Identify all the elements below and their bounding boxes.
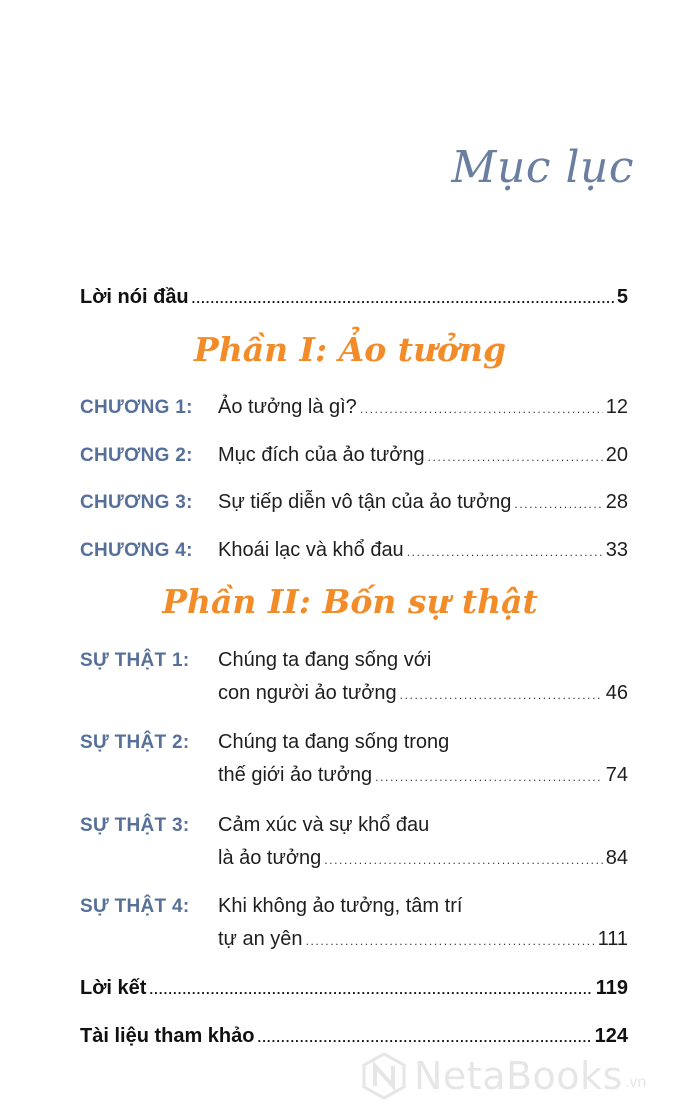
dot-leader bbox=[324, 845, 603, 875]
netabooks-logo-icon bbox=[362, 1052, 406, 1100]
dot-leader bbox=[400, 680, 603, 710]
chapter-label: CHƯƠNG 4: bbox=[80, 540, 193, 561]
entry-title-line1: Khi không ảo tưởng, tâm trí bbox=[218, 895, 463, 917]
entry-page: 5 bbox=[616, 286, 628, 308]
entry-title: Sự tiếp diễn vô tận của ảo tưởng bbox=[218, 491, 512, 513]
dot-leader bbox=[514, 489, 602, 519]
dot-leader bbox=[407, 537, 603, 567]
entry-title-line1: Chúng ta đang sống với bbox=[218, 649, 432, 671]
truth-label: SỰ THẬT 4: bbox=[80, 896, 190, 917]
truth-label: SỰ THẬT 3: bbox=[80, 815, 190, 836]
toc-entry-foreword[interactable] bbox=[80, 282, 628, 312]
dot-leader bbox=[360, 394, 603, 424]
chapter-label: CHƯƠNG 1: bbox=[80, 397, 193, 418]
entry-page: 84 bbox=[605, 847, 628, 869]
page-title: Mục lục bbox=[451, 142, 634, 193]
entry-page: 74 bbox=[605, 764, 628, 786]
dot-leader bbox=[192, 284, 614, 314]
toc-entry-chapter-3[interactable] bbox=[80, 487, 628, 517]
entry-title: Tài liệu tham khảo bbox=[80, 1025, 255, 1047]
entry-title: Lời nói đầu bbox=[80, 286, 189, 308]
chapter-label: CHƯƠNG 3: bbox=[80, 492, 193, 513]
toc-entry-chapter-2[interactable] bbox=[80, 440, 628, 470]
entry-page: 111 bbox=[597, 928, 628, 950]
entry-title-line1: Cảm xúc và sự khổ đau bbox=[218, 814, 430, 836]
entry-title: Mục đích của ảo tưởng bbox=[218, 444, 425, 466]
truth-label: SỰ THẬT 2: bbox=[80, 732, 190, 753]
chapter-label: CHƯƠNG 2: bbox=[80, 445, 193, 466]
entry-title-line2: con người ảo tưởng bbox=[218, 682, 397, 704]
part-heading-1: Phần I: Ảo tưởng bbox=[193, 330, 507, 369]
dot-leader bbox=[149, 975, 592, 1005]
dot-leader bbox=[306, 926, 595, 956]
toc-entry-chapter-4[interactable] bbox=[80, 535, 628, 565]
entry-page: 12 bbox=[605, 396, 628, 418]
toc-entry-chapter-1[interactable] bbox=[80, 392, 628, 422]
entry-title: Lời kết bbox=[80, 977, 147, 999]
entry-title-line2: tự an yên bbox=[218, 928, 303, 950]
entry-title: Khoái lạc và khổ đau bbox=[218, 539, 404, 561]
entry-title-line1: Chúng ta đang sống trong bbox=[218, 731, 450, 753]
entry-page: 28 bbox=[605, 491, 628, 513]
watermark-suffix: .vn bbox=[624, 1074, 647, 1091]
watermark-brand: NetaBooks bbox=[414, 1054, 623, 1098]
entry-title-line2: là ảo tưởng bbox=[218, 847, 322, 869]
toc-entry-conclusion[interactable] bbox=[80, 973, 628, 1003]
truth-label: SỰ THẬT 1: bbox=[80, 650, 190, 671]
part-heading-2: Phần II: Bốn sự thật bbox=[162, 582, 538, 621]
dot-leader bbox=[375, 762, 603, 792]
entry-page: 20 bbox=[605, 444, 628, 466]
entry-title-line2: thế giới ảo tưởng bbox=[218, 764, 373, 786]
entry-title: Ảo tưởng là gì? bbox=[218, 396, 357, 418]
entry-page: 46 bbox=[605, 682, 628, 704]
entry-page: 33 bbox=[605, 539, 628, 561]
dot-leader bbox=[428, 442, 603, 472]
entry-page: 124 bbox=[594, 1025, 628, 1047]
watermark bbox=[362, 1046, 700, 1106]
entry-page: 119 bbox=[595, 977, 628, 999]
